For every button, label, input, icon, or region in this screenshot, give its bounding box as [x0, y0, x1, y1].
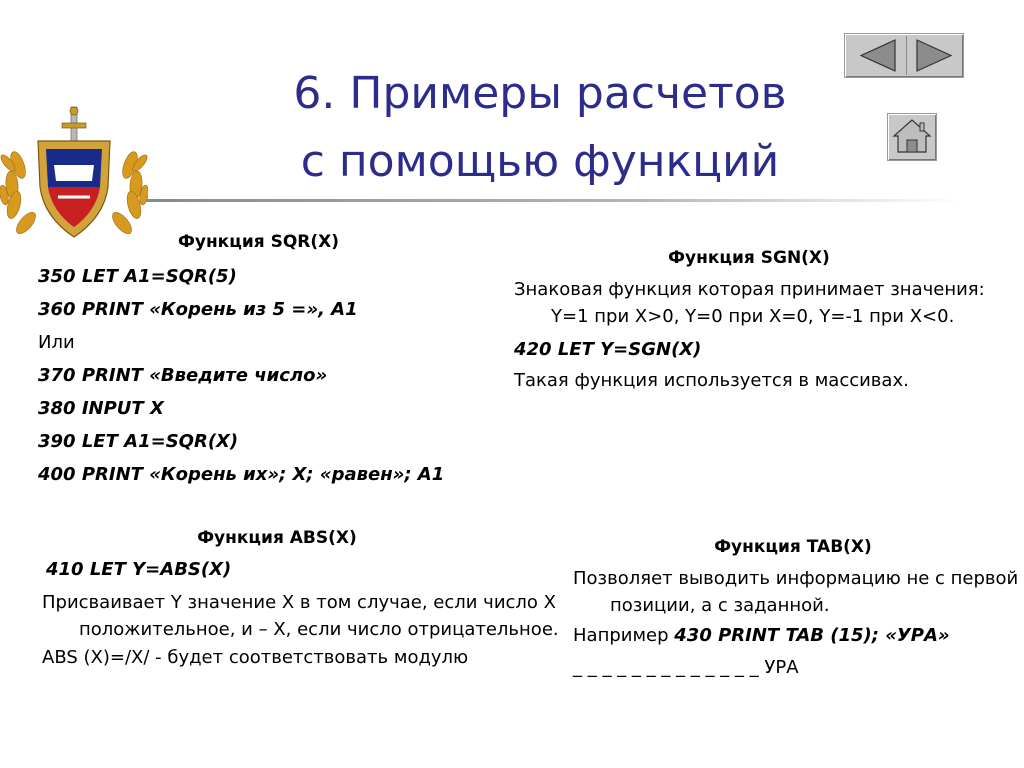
title-line-2: с помощью функций	[300, 136, 780, 187]
sqr-code-line: 360 PRINT «Корень из 5 =», A1	[38, 299, 358, 320]
slide-navigation	[844, 33, 964, 78]
abs-modulus-text: ABS (X)=/X/ - будет соответствовать модулю	[42, 647, 469, 668]
abs-heading: Функция ABS(X)	[197, 528, 357, 548]
triangle-right-icon	[907, 36, 963, 75]
home-button[interactable]	[887, 113, 937, 161]
tab-example-prefix: Например	[573, 625, 675, 646]
abs-function-block	[42, 528, 559, 673]
abs-code-line: 410 LET Y=ABS(X)	[46, 559, 232, 580]
abs-description: Присваивает Y значение X в том случае, если число X положительное, и – X, если число отрицательное.	[42, 592, 559, 640]
emblem-logo	[0, 105, 148, 245]
sgn-heading: Функция SGN(X)	[668, 248, 830, 268]
house-icon	[888, 114, 936, 160]
sgn-function-block	[514, 248, 994, 396]
tab-function-block	[573, 537, 1023, 683]
sqr-code-line: 350 LET A1=SQR(5)	[38, 266, 237, 287]
next-slide-button[interactable]	[906, 36, 964, 75]
triangle-left-icon	[847, 36, 904, 75]
page-title	[240, 60, 840, 196]
sqr-heading: Функция SQR(X)	[178, 232, 340, 252]
tab-example	[573, 619, 1023, 653]
tab-heading: Функция TAB(X)	[714, 537, 872, 557]
sgn-usage-text: Такая функция используется в массивах.	[514, 370, 909, 391]
title-line-1: 6. Примеры расчетов	[293, 68, 787, 119]
sqr-or-text: Или	[38, 332, 75, 353]
sgn-code-line: 420 LET Y=SGN(X)	[514, 339, 702, 360]
sqr-code-line: 400 PRINT «Корень их»; X; «равен»; A1	[38, 464, 445, 485]
tab-output-example: _ _ _ _ _ _ _ _ _ _ _ _ _ УРА	[573, 657, 799, 678]
sqr-code-line: 390 LET A1=SQR(X)	[38, 431, 239, 452]
sgn-description: Знаковая функция которая принимает значения: Y=1 при X>0, Y=0 при X=0, Y=-1 при X<0.	[514, 279, 985, 327]
sqr-code-line: 380 INPUT X	[38, 398, 164, 419]
sqr-code-line: 370 PRINT «Введите число»	[38, 365, 328, 386]
title-divider	[146, 199, 964, 202]
tab-example-code: 430 PRINT TAB (15); «УРА»	[674, 625, 950, 646]
previous-slide-button[interactable]	[847, 36, 904, 75]
tab-description: Позволяет выводить информацию не с первой позиции, а с заданной.	[573, 568, 1019, 616]
